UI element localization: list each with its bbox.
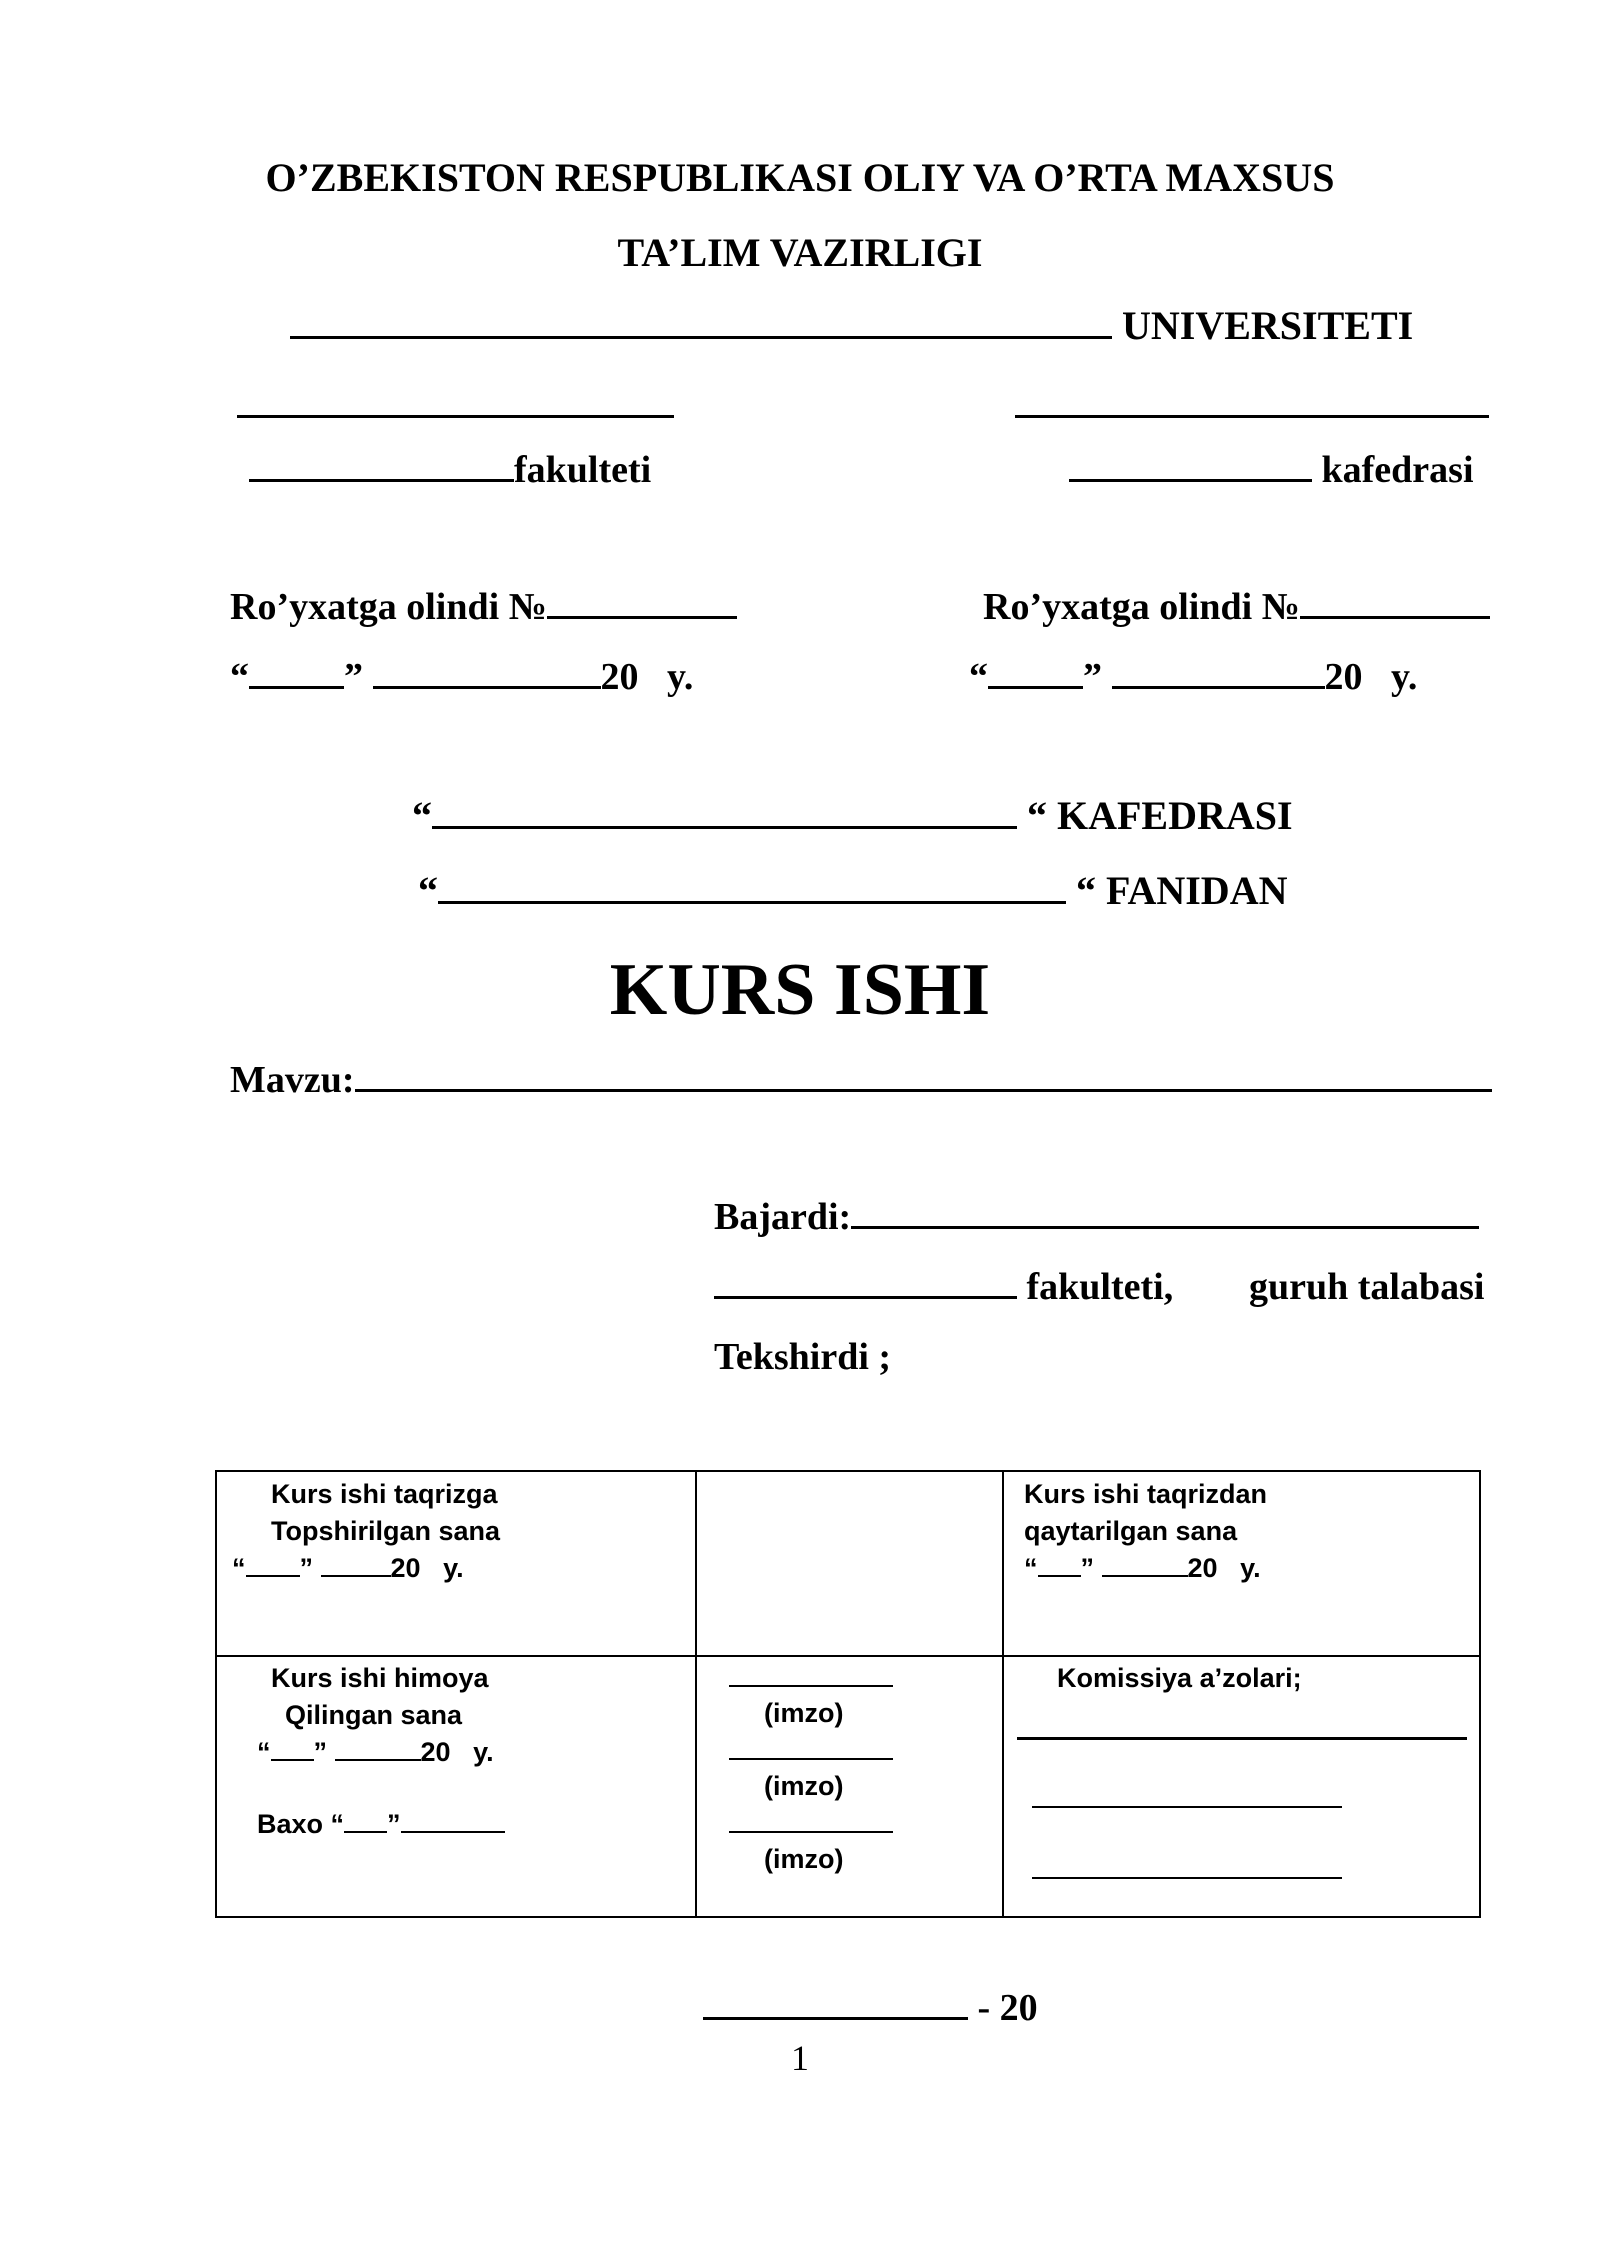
- signature-label-2: (imzo): [764, 1771, 844, 1801]
- quote-open: “: [969, 656, 988, 698]
- quote-open: “: [1024, 1553, 1038, 1583]
- day-blank[interactable]: [246, 1574, 300, 1577]
- month-blank[interactable]: [1112, 685, 1325, 689]
- commission-line-2[interactable]: [1032, 1806, 1342, 1808]
- faculty-blank[interactable]: [249, 478, 514, 482]
- year-suffix: y.: [1391, 656, 1418, 698]
- right-blank-line[interactable]: [1015, 415, 1489, 418]
- department-label: kafedrasi: [1321, 449, 1474, 491]
- quote-open: “: [257, 1737, 271, 1767]
- day-blank[interactable]: [271, 1758, 314, 1761]
- quote-close: ”: [344, 656, 363, 698]
- signature-line-2[interactable]: [729, 1758, 893, 1760]
- performer-blank[interactable]: [851, 1225, 1479, 1229]
- document-title: KURS ISHI: [609, 949, 991, 1031]
- grade-line: [257, 1806, 505, 1843]
- year-suffix: y.: [443, 1553, 464, 1583]
- grade-blank[interactable]: [344, 1830, 387, 1833]
- defended-label-2: Qilingan sana: [285, 1700, 463, 1730]
- commission-line-3[interactable]: [1032, 1877, 1342, 1879]
- year-suffix: y.: [667, 656, 694, 698]
- year-label: 20: [420, 1737, 451, 1767]
- year-suffix: y.: [1240, 1553, 1261, 1583]
- kafedra-blank[interactable]: [432, 825, 1017, 829]
- left-blank-line[interactable]: [237, 415, 674, 418]
- year-label: 20: [1187, 1553, 1218, 1583]
- university-blank[interactable]: [290, 335, 1112, 339]
- quote-close: ”: [1083, 656, 1102, 698]
- faculty-line: [249, 448, 651, 492]
- topic-label: Mavzu:: [230, 1059, 355, 1101]
- quote-open: “: [330, 1809, 345, 1839]
- page-number: 1: [791, 2038, 809, 2078]
- year-label: 20: [600, 656, 639, 698]
- returned-label-1: Kurs ishi taqrizdan: [1024, 1479, 1268, 1509]
- grade-label: Baxo: [257, 1809, 324, 1839]
- performer-faculty-blank[interactable]: [714, 1295, 1017, 1299]
- registration-number-blank[interactable]: [547, 615, 737, 619]
- performer-faculty-label: fakulteti,: [1026, 1266, 1174, 1308]
- ministry-line-1: O’ZBEKISTON RESPUBLIKASI OLIY VA O’RTA MAXSUS: [265, 155, 1335, 200]
- day-blank[interactable]: [249, 685, 344, 689]
- column-divider-1: [695, 1472, 697, 1916]
- quote-close: ”: [387, 1809, 401, 1839]
- quote-open: “: [418, 868, 438, 913]
- department-line: [1069, 448, 1474, 492]
- signature-label-1: (imzo): [764, 1698, 844, 1728]
- signature-line-1[interactable]: [729, 1685, 893, 1687]
- commission-label: Komissiya a’zolari;: [1057, 1663, 1302, 1693]
- defended-label-1: Kurs ishi himoya: [271, 1663, 489, 1693]
- university-label: UNIVERSITETI: [1122, 303, 1414, 348]
- performer-line: [714, 1195, 1479, 1239]
- returned-date: [1024, 1550, 1261, 1587]
- registration-label: Ro’yxatga olindi №: [983, 586, 1300, 628]
- city-blank[interactable]: [703, 2016, 968, 2020]
- quote-open: “: [230, 656, 249, 698]
- registration-right: [983, 585, 1490, 629]
- month-blank[interactable]: [1102, 1574, 1188, 1577]
- group-student-label: guruh talabasi: [1249, 1266, 1485, 1308]
- fanidan-line: [418, 867, 1287, 914]
- subject-blank[interactable]: [438, 900, 1066, 904]
- year-suffix: y.: [473, 1737, 494, 1767]
- topic-blank[interactable]: [355, 1088, 1492, 1092]
- kafedra-line: [412, 792, 1293, 839]
- month-blank[interactable]: [335, 1758, 421, 1761]
- topic-line: [230, 1058, 1492, 1102]
- quote-close: ”: [1080, 1553, 1094, 1583]
- footer-year-line: [703, 1986, 1038, 2030]
- day-blank[interactable]: [1038, 1574, 1081, 1577]
- department-blank[interactable]: [1069, 478, 1312, 482]
- grade-word-blank[interactable]: [401, 1830, 505, 1833]
- month-blank[interactable]: [373, 685, 601, 689]
- quote-open: “: [412, 793, 432, 838]
- registration-date-right: [969, 655, 1417, 699]
- submitted-label-1: Kurs ishi taqrizga: [271, 1479, 498, 1509]
- performer-label: Bajardi:: [714, 1196, 852, 1238]
- signature-line-3[interactable]: [729, 1831, 893, 1833]
- returned-label-2: qaytarilgan sana: [1024, 1516, 1238, 1546]
- signature-label-3: (imzo): [764, 1844, 844, 1874]
- checker-label: Tekshirdi ;: [714, 1336, 892, 1378]
- row-divider: [217, 1655, 1479, 1657]
- university-line: [290, 302, 1413, 349]
- defended-date: [257, 1734, 494, 1771]
- performer-faculty-line: [714, 1265, 1173, 1309]
- quote-close: ”: [313, 1737, 327, 1767]
- commission-line-1[interactable]: [1017, 1737, 1467, 1740]
- review-table: [215, 1470, 1481, 1918]
- fanidan-label: “ FANIDAN: [1076, 868, 1288, 913]
- registration-number-blank[interactable]: [1300, 615, 1490, 619]
- submitted-label-2: Topshirilgan sana: [271, 1516, 501, 1546]
- quote-close: ”: [299, 1553, 313, 1583]
- footer-year: - 20: [977, 1987, 1038, 2029]
- ministry-line-2: TA’LIM VAZIRLIGI: [617, 230, 983, 275]
- kafedra-label: “ KAFEDRASI: [1027, 793, 1293, 838]
- submitted-date: [232, 1550, 464, 1587]
- registration-label: Ro’yxatga olindi №: [230, 586, 547, 628]
- year-label: 20: [390, 1553, 421, 1583]
- faculty-label: fakulteti: [514, 449, 652, 491]
- year-label: 20: [1324, 656, 1363, 698]
- month-blank[interactable]: [321, 1574, 391, 1577]
- day-blank[interactable]: [988, 685, 1083, 689]
- column-divider-2: [1002, 1472, 1004, 1916]
- registration-date-left: [230, 655, 693, 699]
- registration-left: [230, 585, 737, 629]
- quote-open: “: [232, 1553, 246, 1583]
